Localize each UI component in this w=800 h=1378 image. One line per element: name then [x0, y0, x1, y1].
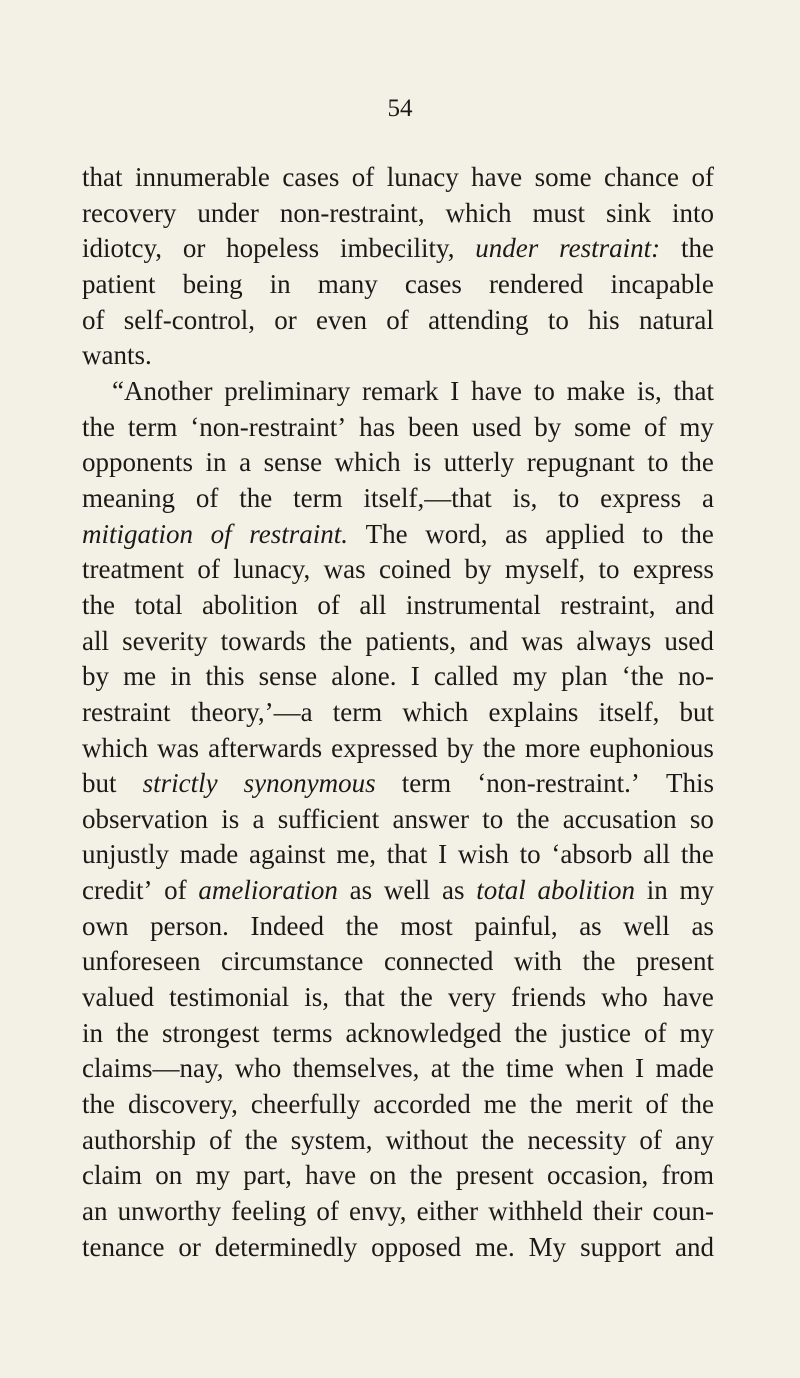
text-line: opponents in a sense which is utterly repugnant to the	[82, 447, 714, 478]
text-line: an unworthy feeling of envy, either withheld their coun-	[82, 1196, 714, 1227]
text-line: which was afterwards expressed by the more euphonious	[82, 732, 714, 763]
text-line: wants.	[82, 340, 152, 371]
text-line: authorship of the system, without the necessity of any	[82, 1124, 714, 1155]
text-line: credit’ of amelioration as well as total abolition in my	[82, 875, 714, 906]
text-line: idiotcy, or hopeless imbecility, under restraint: the	[82, 233, 714, 264]
text-line: own person. Indeed the most painful, as well as	[82, 910, 714, 941]
text-line: by me in this sense alone. I called my plan ‘the no-	[82, 661, 714, 692]
text-line: patient being in many cases rendered incapable	[82, 268, 714, 299]
text-line: meaning of the term itself,—that is, to express a	[82, 482, 714, 513]
text-line: mitigation of restraint. The word, as applied to the	[82, 518, 714, 549]
text-line: claim on my part, have on the present occasion, from	[82, 1160, 714, 1191]
text-line: the total abolition of all instrumental restraint, and	[82, 589, 714, 620]
text-line: but strictly synonymous term ‘non-restraint.’ This	[82, 768, 714, 799]
text-line: restraint theory,’—a term which explains itself, but	[82, 696, 714, 727]
text-line: of self-control, or even of attending to his natural	[82, 304, 714, 335]
text-line: unforeseen circumstance connected with the present	[82, 946, 714, 977]
text-line: the discovery, cheerfully accorded me the merit of the	[82, 1089, 714, 1120]
text-line: in the strongest terms acknowledged the justice of my	[82, 1017, 714, 1048]
text-line: “Another preliminary remark I have to make is, that	[112, 375, 714, 406]
body-text	[82, 160, 714, 1265]
text-line: the term ‘non-restraint’ has been used by some of my	[82, 411, 714, 442]
text-line: claims—nay, who themselves, at the time when I made	[82, 1053, 714, 1084]
text-line: that innumerable cases of lunacy have some chance of	[82, 162, 714, 192]
text-line: tenance or determinedly opposed me. My support and	[82, 1231, 714, 1262]
text-line: all severity towards the patients, and was always used	[82, 625, 714, 656]
text-line: recovery under non-restraint, which must sink into	[82, 197, 714, 228]
text-line: observation is a sufficient answer to the accusation so	[82, 803, 714, 834]
page-number: 54	[387, 95, 413, 122]
text-line: unjustly made against me, that I wish to ‘absorb all the	[82, 839, 714, 870]
text-line: treatment of lunacy, was coined by myself, to express	[82, 554, 714, 585]
text-line: valued testimonial is, that the very friends who have	[82, 982, 714, 1013]
